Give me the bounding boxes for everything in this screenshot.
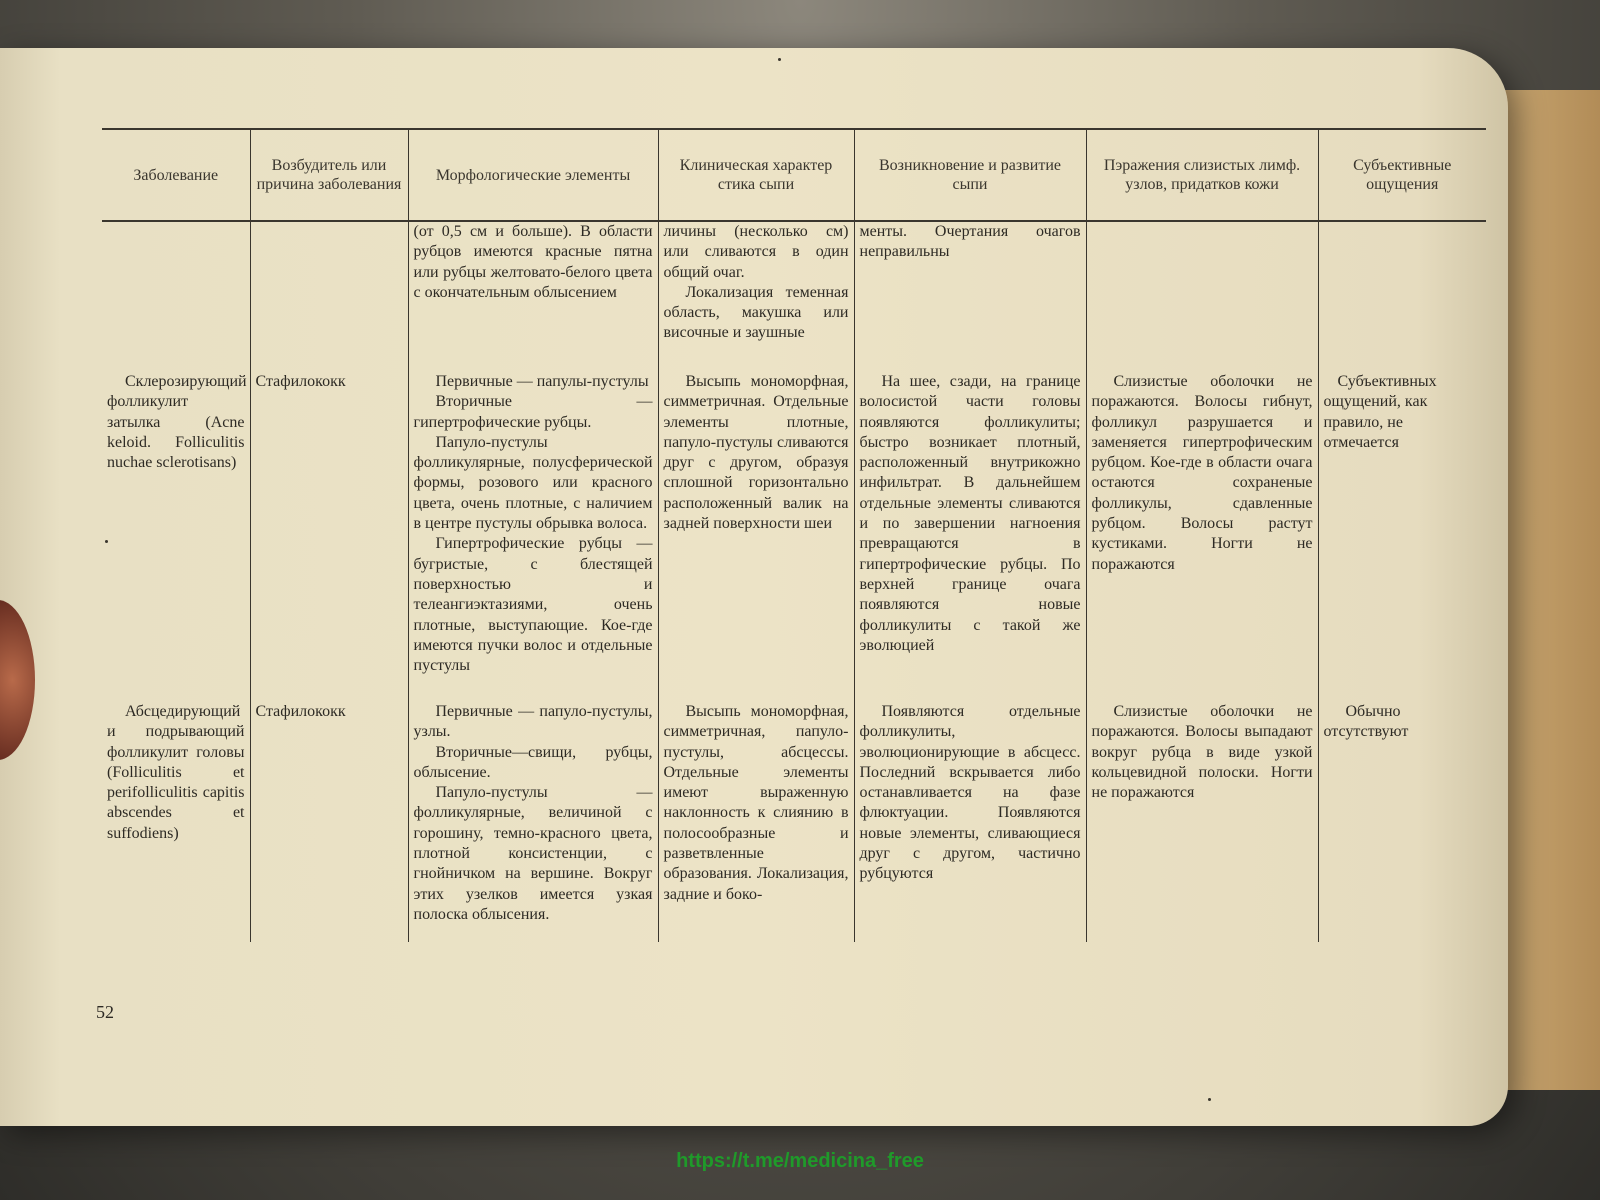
morph-text: Папуло-пустулы — фолликулярные, величиной с горошину, темно-красного цвета, плотной консистенции, с гнойничком на вершине. Вокруг этих узелков имеется узкая полоска облысения. bbox=[413, 784, 653, 923]
disease-name: Склерозирующий фолликулит затылка (Acne keloid. Folliculitis nuchae sclerotisans) bbox=[107, 373, 247, 472]
table-row bbox=[102, 702, 1486, 942]
table-row-continuation bbox=[102, 221, 1486, 372]
morph-text: Первичные — папуло-пустулы, узлы. bbox=[413, 703, 653, 741]
header-morph: Морфологические элементы bbox=[408, 129, 658, 221]
disease-table bbox=[102, 128, 1486, 942]
cell-clinic bbox=[658, 702, 854, 942]
cell-mucosa bbox=[1086, 702, 1318, 942]
cell-subjective bbox=[1318, 372, 1486, 702]
cell-develop bbox=[854, 372, 1086, 702]
cell-clinic bbox=[658, 372, 854, 702]
cell-agent bbox=[250, 221, 408, 372]
cell-morph bbox=[408, 702, 658, 942]
speck bbox=[778, 58, 781, 61]
morph-text: (от 0,5 см и больше). В области рубцов имеются красные пятна или рубцы желтовато-белого цвета с окончательным облысением bbox=[413, 223, 653, 301]
morph-text: Папуло-пустулы фолликулярные, полусферической формы, розового или красного цвета, очень плотные, с наличием в центре пустулы обрывка волоса. bbox=[413, 433, 653, 533]
clinic-text: Локализация теменная область, макушка или височные и заушные bbox=[663, 283, 849, 342]
mucosa-text: Слизистые оболочки не поражаются. Волосы выпадают вокруг рубца в виде узкой кольцевидной полоски. Ногти не поражаются bbox=[1091, 703, 1313, 802]
subjective-text: Субъективных ощущений, как правило, не отмечается bbox=[1323, 373, 1437, 451]
header-agent: Возбудитель или причина заболевания bbox=[250, 129, 408, 221]
header-mucosa: Пэражения слизистых лимф. узлов, придатков кожи bbox=[1086, 129, 1318, 221]
table-row bbox=[102, 372, 1486, 702]
cell-morph bbox=[408, 221, 658, 372]
cell-mucosa bbox=[1086, 372, 1318, 702]
header-disease: Заболевание bbox=[102, 129, 250, 221]
header-subjective: Субъективные ощущения bbox=[1318, 129, 1486, 221]
cell-mucosa bbox=[1086, 221, 1318, 372]
header-row bbox=[102, 129, 1486, 221]
mucosa-text: Слизистые оболочки не поражаются. Волосы гибнут, фолликул разрушается и заменяется гипертрофическим рубцом. Кое-где в области очага остаются сохраненые фолликулы, сдавленные рубцом. Волосы растут кустиками. Ногти не поражаются bbox=[1091, 373, 1313, 573]
watermark-link[interactable]: https://t.me/medicina_free bbox=[676, 1150, 924, 1172]
develop-text: Появляются отдельные фолликулиты, эволюционирующие в абсцесс. Последний вскрывается либо останавливается на фазе флюктуации. Появляются новые элементы, сливающиеся друг с другом, частично рубцуются bbox=[859, 703, 1081, 883]
page-number: 52 bbox=[96, 1002, 114, 1022]
morph-text: Первичные — папулы-пустулы bbox=[435, 373, 649, 390]
header-develop: Возникновение и развитие сыпи bbox=[854, 129, 1086, 221]
cell-disease bbox=[102, 372, 250, 702]
morph-text: Гипертрофические рубцы — бугристые, с блестящей поверхностью и телеангиэктазиями, очень плотные, выступающие. Кое-где имеются пучки волос и отдельные пустулы bbox=[413, 535, 653, 675]
clinic-text: Высыпь мономорфная, симметричная. Отдельные элементы плотные, папуло-пустулы сливаются друг с другом, образуя сплошной горизонтально расположенный валик на задней поверхности шеи bbox=[663, 373, 849, 533]
cell-disease bbox=[102, 221, 250, 372]
speck bbox=[1208, 1098, 1211, 1101]
develop-text: менты. Очертания очагов неправильны bbox=[859, 223, 1081, 261]
cell-develop bbox=[854, 221, 1086, 372]
cell-subjective bbox=[1318, 221, 1486, 372]
develop-text: На шее, сзади, на границе волосистой части головы появляются фолликулиты; быстро возникает плотный, расположенный внутрикожно инфильтрат. В дальнейшем отдельные элементы сливаются и по завершении нагноения превращаются в гипертрофические рубцы. По верхней границе очага появляются новые фолликулиты с такой же эволюцией bbox=[859, 373, 1081, 654]
clinic-text: Высыпь мономорфная, симметричная, папуло-пустулы, абсцессы. Отдельные элементы имеют выраженную наклонность к слиянию в полосообразные и разветвленные образования. Локализация, задние и боко- bbox=[663, 703, 849, 903]
clinic-text: личины (несколько см) или сливаются в один общий очаг. bbox=[663, 223, 849, 281]
morph-text: Вторичные—свищи, рубцы, облысение. bbox=[413, 743, 653, 781]
disease-table-wrapper bbox=[102, 128, 1486, 942]
morph-text: Вторичные — гипертрофические рубцы. bbox=[413, 393, 653, 431]
cell-develop bbox=[854, 702, 1086, 942]
cell-agent: Стафилококк bbox=[250, 702, 408, 942]
subjective-text: Обычно отсутствуют bbox=[1323, 703, 1409, 741]
cell-agent: Стафилококк bbox=[250, 372, 408, 702]
cell-subjective bbox=[1318, 702, 1486, 942]
cell-clinic bbox=[658, 221, 854, 372]
disease-name: Абсцедирующий и подрывающий фолликулит головы (Folliculitis et perifolliculitis capitis abscendes et suffodiens) bbox=[107, 703, 245, 842]
cell-morph bbox=[408, 372, 658, 702]
header-clinic: Клиническая характер стика сыпи bbox=[658, 129, 854, 221]
cell-disease bbox=[102, 702, 250, 942]
